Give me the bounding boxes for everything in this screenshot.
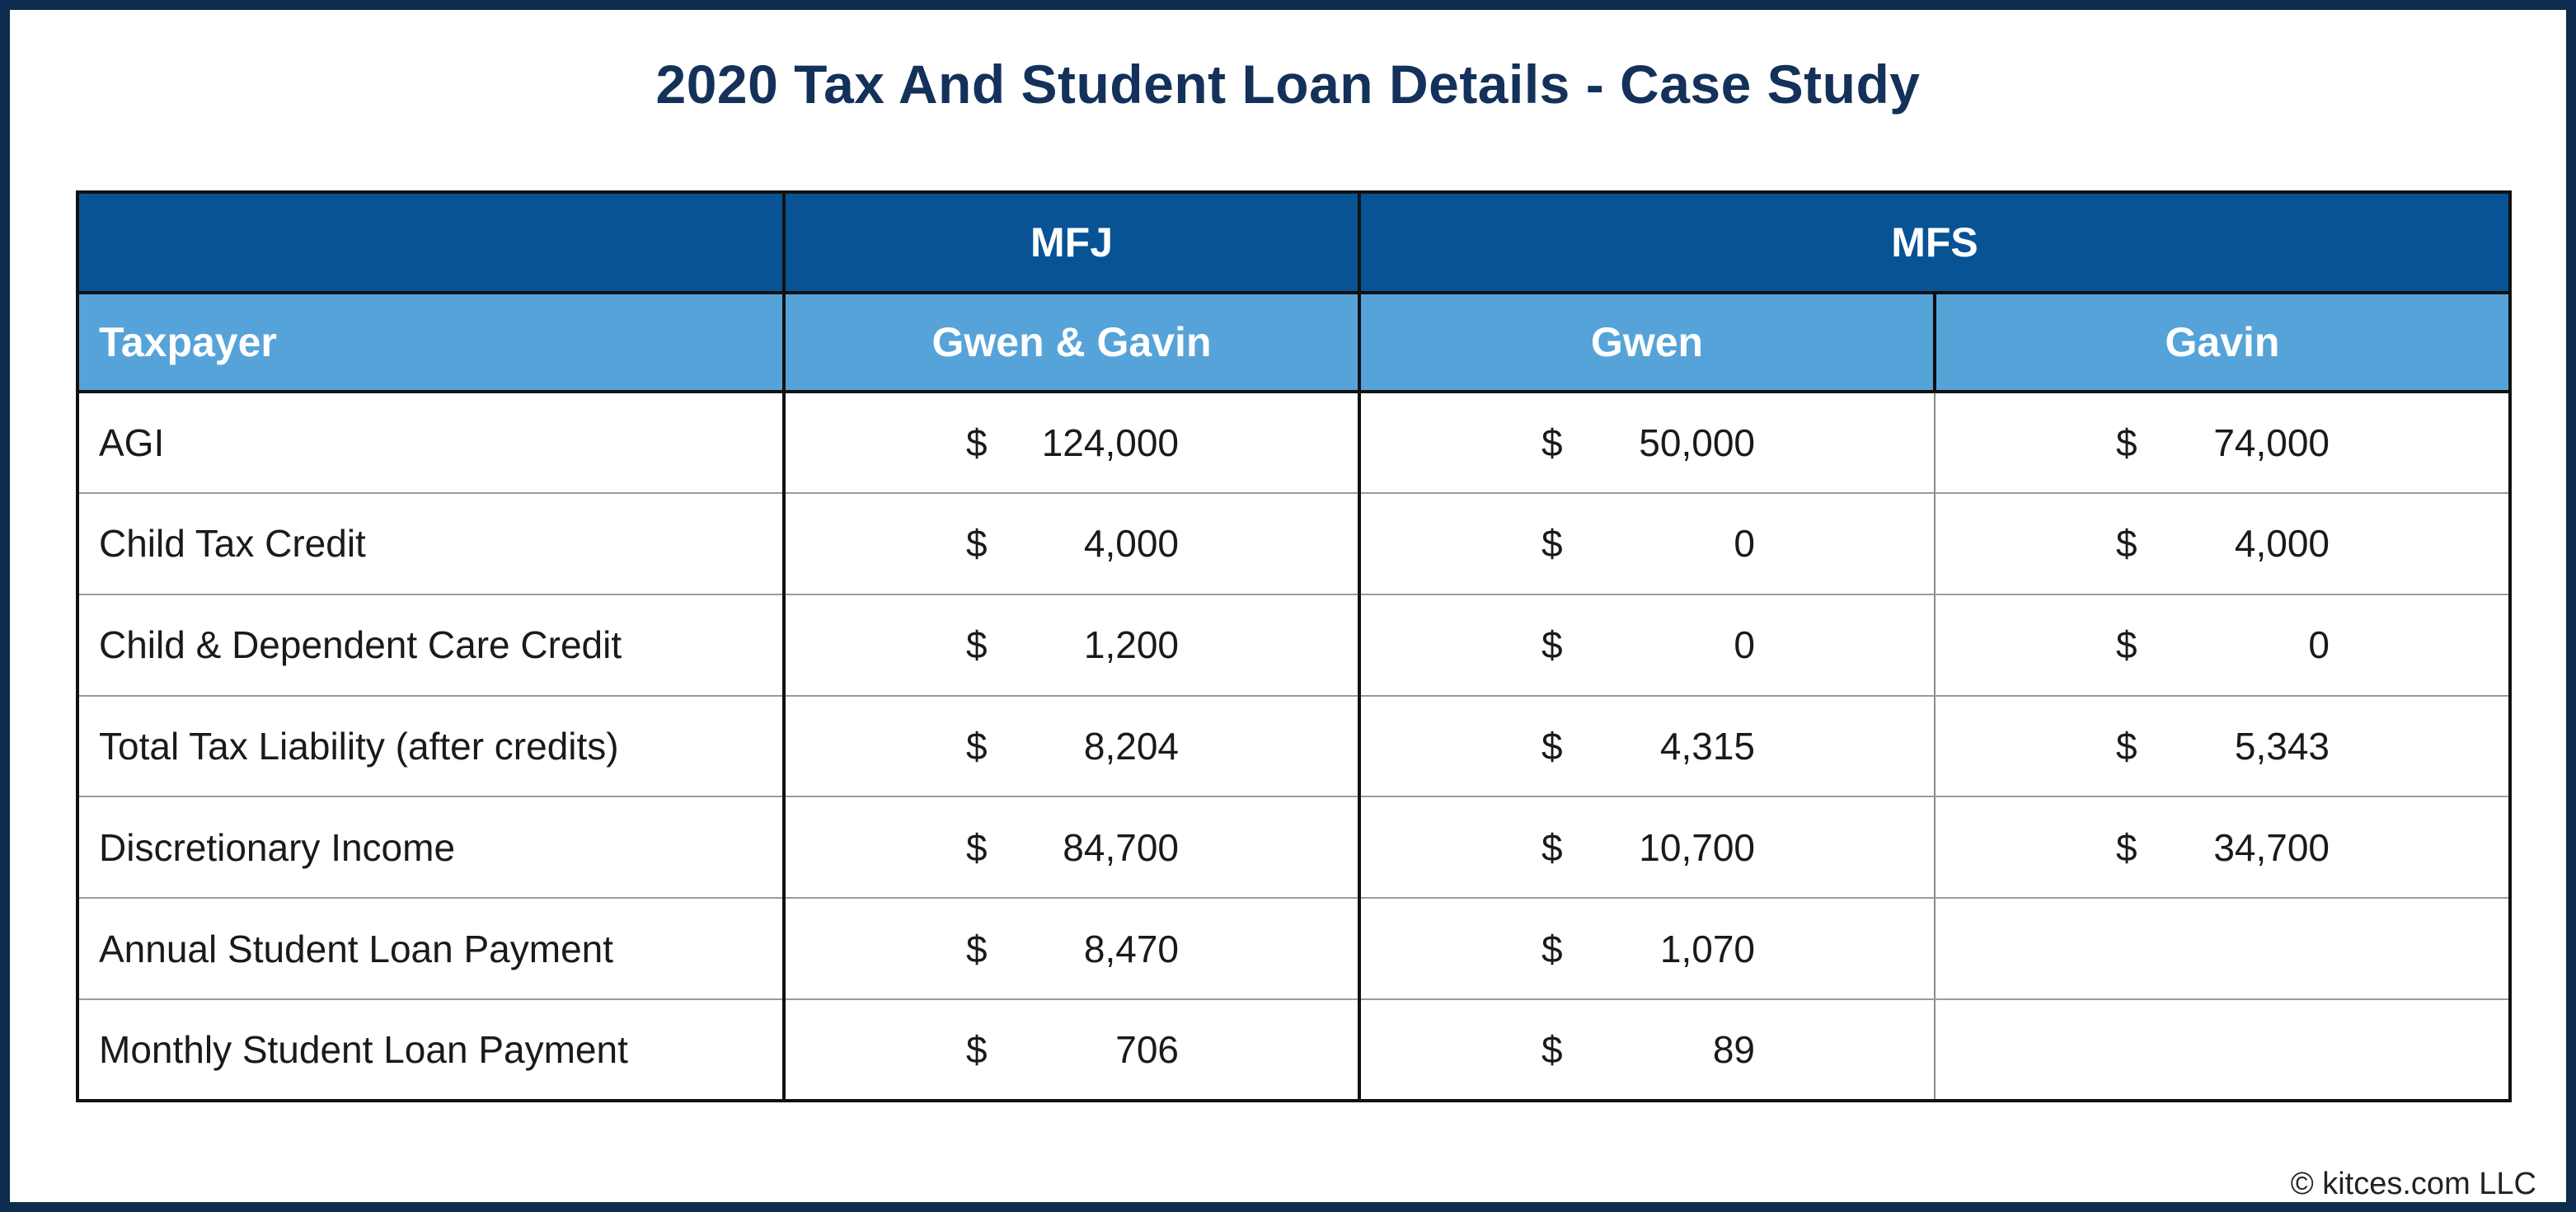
currency-symbol: $ xyxy=(966,825,988,869)
currency-symbol: $ xyxy=(966,724,988,768)
currency-symbol: $ xyxy=(2116,420,2137,464)
row-label: AGI xyxy=(77,392,784,493)
row-label: Discretionary Income xyxy=(77,796,784,898)
amount-value: 0 xyxy=(1734,522,1755,566)
row-label: Total Tax Liability (after credits) xyxy=(77,696,784,797)
header-mfj: MFJ xyxy=(784,192,1359,293)
currency-symbol: $ xyxy=(1541,825,1563,869)
currency-symbol: $ xyxy=(966,623,988,667)
header-gwen: Gwen xyxy=(1359,293,1935,392)
row-label: Monthly Student Loan Payment xyxy=(77,999,784,1101)
cell-mfs-gavin xyxy=(1935,493,2510,594)
header-taxpayer: Taxpayer xyxy=(77,293,784,392)
currency-symbol: $ xyxy=(1541,522,1563,566)
currency-symbol: $ xyxy=(966,420,988,464)
cell-mfs-gavin xyxy=(1935,594,2510,696)
cell-mfj-gwen-and-gavin xyxy=(784,696,1359,797)
tax-table xyxy=(76,190,2512,1102)
amount-value: 4,000 xyxy=(2234,522,2330,566)
cell-mfs-gwen xyxy=(1359,594,1935,696)
row-label: Annual Student Loan Payment xyxy=(77,898,784,999)
header-gwen-and-gavin: Gwen & Gavin xyxy=(784,293,1359,392)
cell-mfs-gwen xyxy=(1359,392,1935,493)
cell-mfs-gwen xyxy=(1359,493,1935,594)
table-row xyxy=(77,594,2510,696)
currency-symbol: $ xyxy=(1541,724,1563,768)
currency-symbol: $ xyxy=(2116,522,2137,566)
amount-value: 4,000 xyxy=(1083,522,1179,566)
table-row xyxy=(77,392,2510,493)
table-row xyxy=(77,999,2510,1101)
row-label: Child & Dependent Care Credit xyxy=(77,594,784,696)
header-mfs: MFS xyxy=(1359,192,2510,293)
amount-value: 10,700 xyxy=(1639,825,1755,869)
amount-value: 84,700 xyxy=(1063,825,1179,869)
currency-symbol: $ xyxy=(2116,825,2137,869)
amount-value: 4,315 xyxy=(1659,724,1755,768)
amount-value: 5,343 xyxy=(2234,724,2330,768)
currency-symbol: $ xyxy=(1541,420,1563,464)
currency-symbol: $ xyxy=(1541,623,1563,667)
currency-symbol: $ xyxy=(1541,927,1563,970)
currency-symbol: $ xyxy=(966,522,988,566)
cell-mfs-gwen xyxy=(1359,796,1935,898)
cell-mfs-gavin xyxy=(1935,696,2510,797)
currency-symbol: $ xyxy=(966,927,988,970)
currency-symbol: $ xyxy=(966,1028,988,1072)
cell-mfj-gwen-and-gavin xyxy=(784,594,1359,696)
table-row xyxy=(77,796,2510,898)
page-frame xyxy=(10,10,2566,1202)
amount-value: 0 xyxy=(1734,623,1755,667)
cell-mfj-gwen-and-gavin xyxy=(784,392,1359,493)
cell-mfs-gwen xyxy=(1359,999,1935,1101)
amount-value: 8,470 xyxy=(1083,927,1179,970)
filing-status-header-row xyxy=(77,192,2510,293)
taxpayer-header-row xyxy=(77,293,2510,392)
cell-mfs-gavin xyxy=(1935,999,2510,1101)
amount-value: 124,000 xyxy=(1041,420,1179,464)
table-row xyxy=(77,493,2510,594)
cell-mfj-gwen-and-gavin xyxy=(784,796,1359,898)
page-title: 2020 Tax And Student Loan Details - Case Study xyxy=(655,54,1921,115)
header-gavin: Gavin xyxy=(1935,293,2510,392)
cell-mfs-gavin xyxy=(1935,392,2510,493)
cell-mfs-gwen xyxy=(1359,696,1935,797)
amount-value: 89 xyxy=(1712,1028,1755,1072)
currency-symbol: $ xyxy=(2116,623,2137,667)
table-row xyxy=(77,898,2510,999)
currency-symbol: $ xyxy=(2116,724,2137,768)
amount-value: 50,000 xyxy=(1639,420,1755,464)
cell-mfj-gwen-and-gavin xyxy=(784,493,1359,594)
cell-mfs-gavin xyxy=(1935,796,2510,898)
currency-symbol: $ xyxy=(1541,1028,1563,1072)
cell-mfj-gwen-and-gavin xyxy=(784,898,1359,999)
amount-value: 8,204 xyxy=(1083,724,1179,768)
amount-value: 1,070 xyxy=(1659,927,1755,970)
amount-value: 34,700 xyxy=(2213,825,2330,869)
amount-value: 706 xyxy=(1115,1028,1179,1072)
cell-mfs-gavin xyxy=(1935,898,2510,999)
copyright-notice: © kitces.com LLC xyxy=(2290,1167,2536,1201)
row-label: Child Tax Credit xyxy=(77,493,784,594)
header-blank-cell xyxy=(77,192,784,293)
amount-value: 74,000 xyxy=(2213,420,2330,464)
cell-mfs-gwen xyxy=(1359,898,1935,999)
table-row xyxy=(77,696,2510,797)
amount-value: 1,200 xyxy=(1083,623,1179,667)
amount-value: 0 xyxy=(2308,623,2330,667)
cell-mfj-gwen-and-gavin xyxy=(784,999,1359,1101)
